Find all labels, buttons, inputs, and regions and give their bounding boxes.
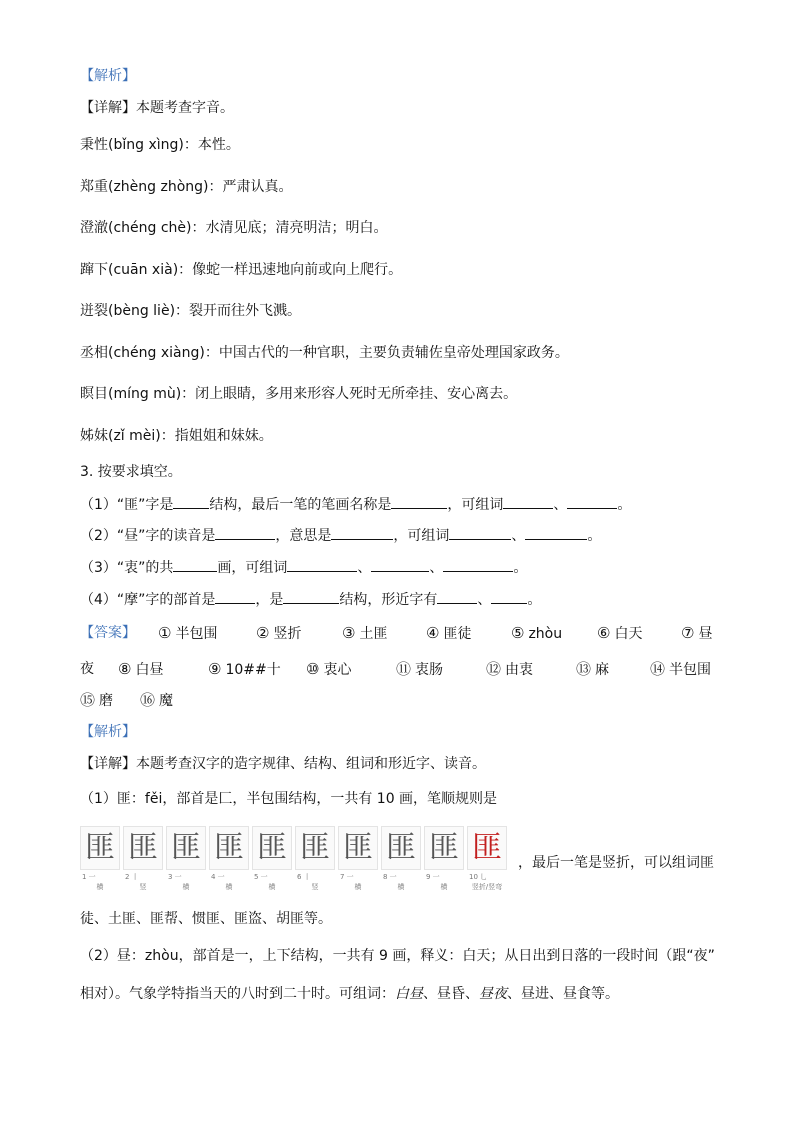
answer-item: ⑬ 麻 [576, 660, 610, 678]
answer-item: ④ 匪徒 [426, 624, 472, 642]
question-title: 3. 按要求填空。 [80, 464, 182, 480]
answer-item: ③ 土匪 [342, 624, 388, 642]
question-3: （3）“衷”的共 画，可组词 、 、 。 [80, 557, 527, 578]
stroke-number: 10 乚 [469, 873, 488, 881]
question-2: （2）“昼”字的读音是 ，意思是 ，可组词 、 。 [80, 525, 601, 546]
blank [371, 557, 429, 572]
blank [525, 525, 587, 540]
stroke-glyph: 匪 [128, 830, 158, 865]
answer-item: ⑫ 由衷 [486, 660, 534, 678]
stroke-name: 竖折/竖弯 [471, 883, 503, 891]
stroke-order-strip [80, 826, 510, 892]
blank [391, 494, 447, 509]
stroke-number: 2 丨 [125, 873, 139, 881]
word-italic: 昼夜 [479, 986, 507, 1002]
stroke-cell [80, 826, 120, 892]
stroke-glyph: 匪 [257, 830, 287, 865]
stroke-name: 横 [397, 883, 405, 891]
answer-item: ⑭ 半包围 [650, 660, 712, 678]
paragraph-2: （2）昼：zhòu，部首是一，上下结构，一共有 9 画，释义：白天；从日出到日落的一段时间（跟“夜” [80, 948, 715, 964]
word-italic: 白昼 [395, 986, 423, 1002]
answer-item: ② 竖折 [256, 624, 302, 642]
blank [443, 557, 513, 572]
answer-item: ⑤ zhòu [511, 624, 563, 642]
entry-7: 瞑目(míng mù)：闭上眼睛，多用来形容人死时无所牵挂、安心离去。 [80, 386, 518, 402]
stroke-cell [338, 826, 378, 892]
blank [491, 589, 527, 604]
analysis-heading: 【解析】 [80, 68, 136, 84]
paragraph-2-cont: 相对）。气象学特指当天的八时到二十时。可组词：白昼、昼昏、昼夜、昼进、昼食等。 [80, 986, 619, 1002]
answer-item: ① 半包围 [158, 624, 218, 642]
blank [173, 494, 209, 509]
stroke-name: 横 [225, 883, 233, 891]
entry-2: 郑重(zhèng zhòng)：严肃认真。 [80, 179, 293, 195]
blank [437, 589, 477, 604]
stroke-number: 4 一 [211, 873, 225, 881]
answer-heading: 【答案】 [80, 625, 136, 641]
stroke-name: 横 [96, 883, 104, 891]
stroke-glyph: 匪 [343, 830, 373, 865]
question-1: （1）“匪”字是 结构，最后一笔的笔画名称是 ，可组词 、 。 [80, 494, 631, 515]
blank [215, 589, 255, 604]
stroke-name: 竖 [311, 883, 319, 891]
stroke-name: 横 [354, 883, 362, 891]
stroke-cell [295, 826, 335, 892]
entry-6: 丞相(chéng xiàng)：中国古代的一种官职，主要负责辅佐皇帝处理国家政务。 [80, 345, 569, 361]
stroke-glyph: 匪 [85, 830, 115, 865]
answer-item: ⑦ 昼 [681, 624, 713, 642]
blank [503, 494, 553, 509]
stroke-cell [252, 826, 292, 892]
stroke-cell [209, 826, 249, 892]
blank [215, 525, 275, 540]
stroke-number: 3 一 [168, 873, 182, 881]
answer-item: ⑥ 白天 [597, 624, 643, 642]
stroke-cell [123, 826, 163, 892]
stroke-number: 6 丨 [297, 873, 311, 881]
entry-4: 蹿下(cuān xià)：像蛇一样迅速地向前或向上爬行。 [80, 262, 403, 278]
stroke-name: 横 [440, 883, 448, 891]
blank [283, 589, 339, 604]
detail-text: 本题考查字音。 [136, 100, 234, 116]
paragraph-1-cont: 徒、土匪、匪帮、惯匪、匪盗、胡匪等。 [80, 911, 332, 927]
answer-item: ⑮ 磨 [80, 691, 114, 709]
detail-heading: 【详解】 [80, 100, 136, 116]
answer-item: 夜 [80, 661, 94, 677]
question-4: （4）“摩”字的部首是 ，是 结构，形近字有 、 。 [80, 589, 541, 610]
detail-text: 本题考查汉字的造字规律、结构、组词和形近字、读音。 [136, 756, 486, 772]
blank [287, 557, 357, 572]
stroke-glyph: 匪 [214, 830, 244, 865]
detail-line-2 [80, 754, 486, 774]
stroke-glyph: 匪 [472, 830, 502, 865]
stroke-name: 横 [182, 883, 190, 891]
stroke-name: 横 [268, 883, 276, 891]
stroke-glyph: 匪 [300, 830, 330, 865]
stroke-number: 8 一 [383, 873, 397, 881]
stroke-cell [467, 826, 507, 892]
entry-5: 迸裂(bèng liè)：裂开而往外飞溅。 [80, 303, 302, 319]
blank [449, 525, 511, 540]
answer-item: ⑧ 白昼 [118, 660, 164, 678]
entry-1: 秉性(bǐng xìng)：本性。 [80, 137, 240, 153]
answer-item: ⑨ 10##十 [208, 660, 281, 678]
stroke-glyph: 匪 [429, 830, 459, 865]
stroke-glyph: 匪 [171, 830, 201, 865]
entry-8: 姊妹(zǐ mèi)：指姐姐和妹妹。 [80, 428, 273, 444]
stroke-glyph: 匪 [386, 830, 416, 865]
blank [331, 525, 393, 540]
detail-line [80, 98, 234, 118]
stroke-number: 1 一 [82, 873, 96, 881]
paragraph-1-after: ，最后一笔是竖折，可以组词匪 [518, 855, 714, 871]
answer-item: ⑪ 衷肠 [396, 660, 444, 678]
blank [567, 494, 617, 509]
answer-item: ⑯ 魔 [140, 691, 174, 709]
blank [173, 557, 217, 572]
detail-heading: 【详解】 [80, 756, 136, 772]
stroke-cell [166, 826, 206, 892]
stroke-cell [381, 826, 421, 892]
stroke-cell [424, 826, 464, 892]
stroke-name: 竖 [139, 883, 147, 891]
entry-3: 澄澈(chéng chè)：水清见底；清亮明洁；明白。 [80, 220, 388, 236]
answer-item: ⑩ 衷心 [306, 660, 352, 678]
stroke-number: 7 一 [340, 873, 354, 881]
paragraph-1: （1）匪：fěi，部首是匚，半包围结构，一共有 10 画，笔顺规则是 [80, 791, 498, 807]
analysis-heading-2: 【解析】 [80, 724, 136, 740]
stroke-number: 5 一 [254, 873, 268, 881]
stroke-number: 9 一 [426, 873, 440, 881]
